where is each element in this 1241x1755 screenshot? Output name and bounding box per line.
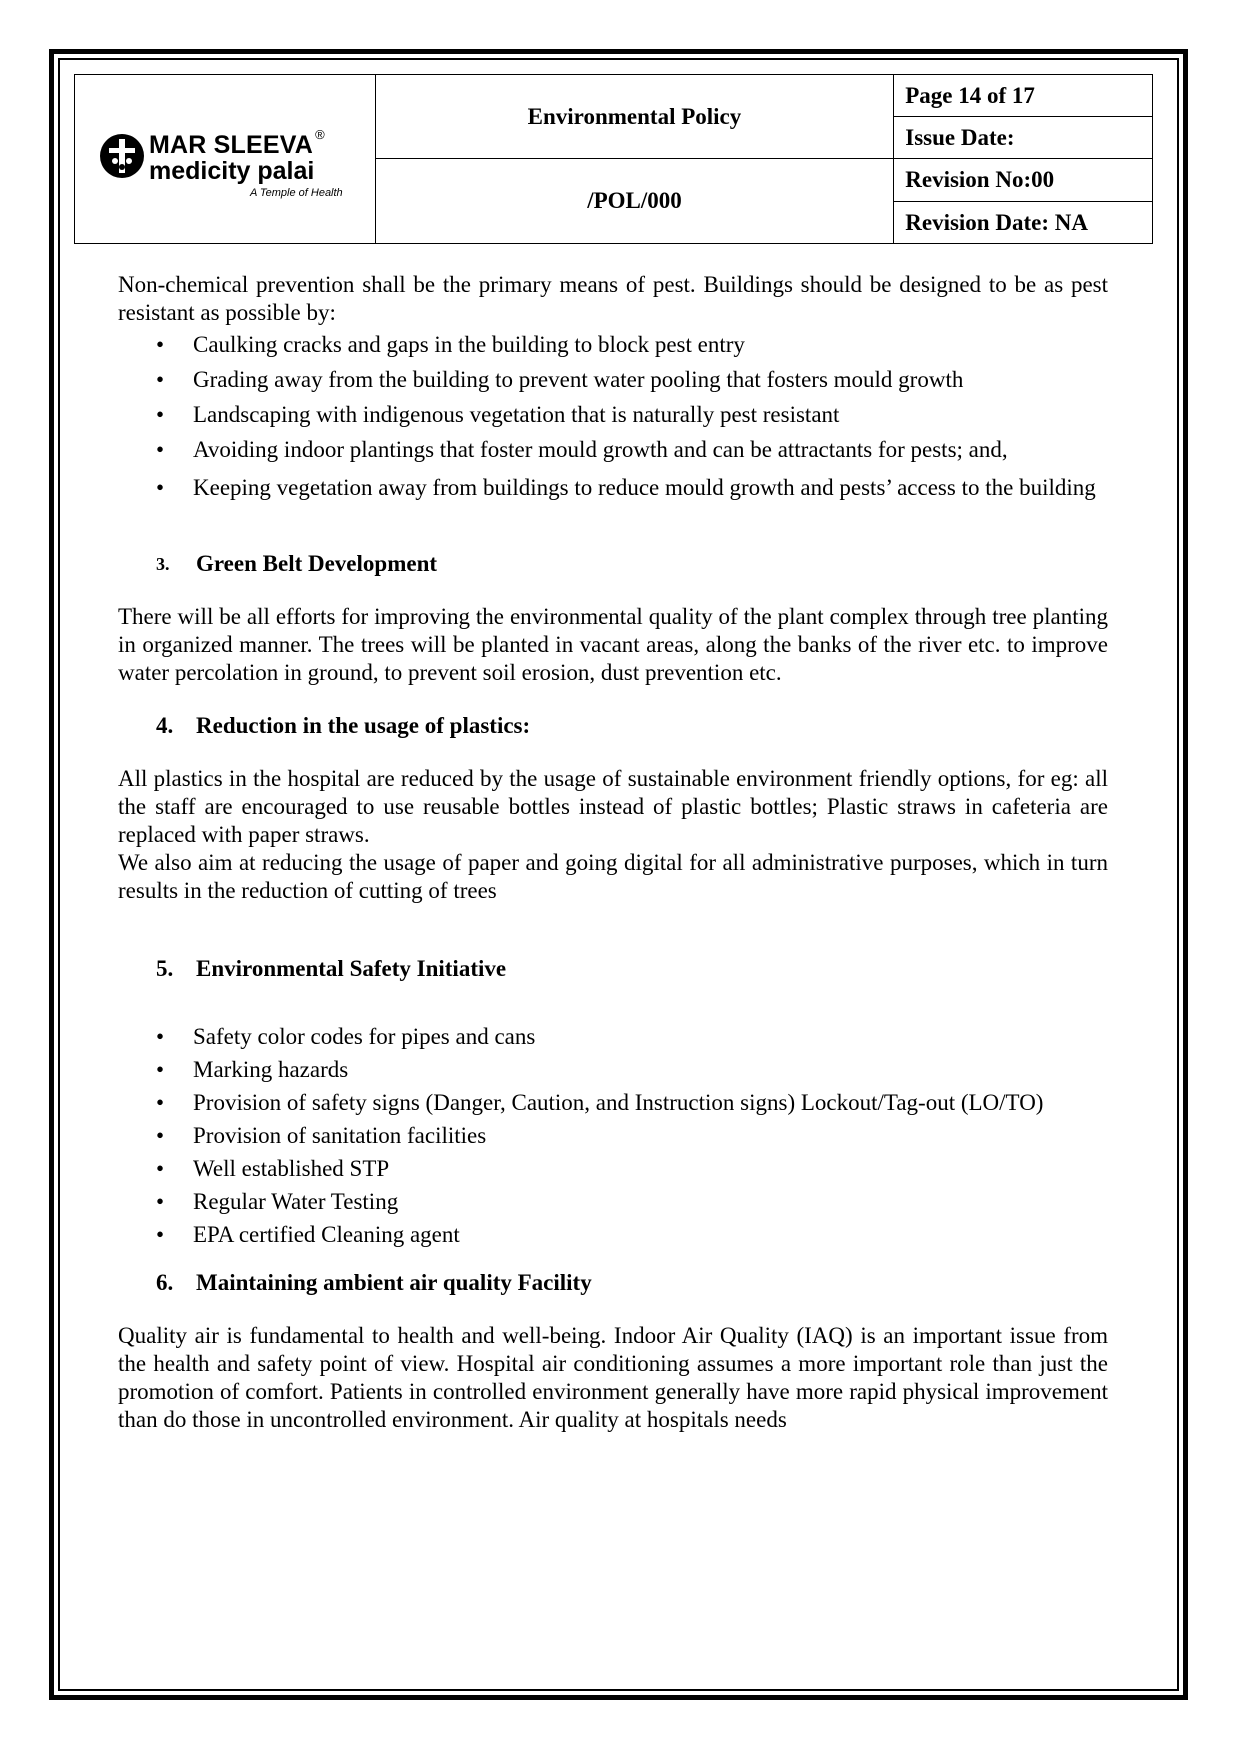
logo-tagline: A Temple of Health <box>249 186 343 199</box>
section-4-paragraph: All plastics in the hospital are reduced by the usage of sustainable environment friendly options, for eg: all the staff are encouraged to use reusable bottles instead of plastic bottles; Plastic straws in cafeteria are replaced with paper straws. <box>118 766 1108 847</box>
list-item: • Marking hazards <box>156 1057 349 1082</box>
list-item: • Regular Water Testing <box>156 1189 399 1214</box>
logo-subtitle: medicity palai <box>149 156 315 185</box>
hospital-logo <box>75 128 375 184</box>
section-3-paragraph: There will be all efforts for improving the environmental quality of the plant complex through tree planting in organized manner. The trees will be planted in vacant areas, along the banks of the river etc. to improve water percolation in ground, to prevent soil erosion, dust prevention etc. <box>118 604 1108 685</box>
issue-date: Issue Date: <box>894 117 1153 159</box>
document-code: /POL/000 <box>375 159 894 244</box>
section-heading-5: 5. Environmental Safety Initiative <box>156 956 507 981</box>
section-heading-3: 3. Green Belt Development <box>156 551 438 576</box>
registered-mark: ® <box>315 126 325 142</box>
pest-prevention-list <box>118 331 1108 504</box>
list-item: • EPA certified Cleaning agent <box>156 1222 460 1247</box>
section-4-paragraph-2: We also aim at reducing the usage of paper and going digital for all administrative purposes, which in turn results in the reduction of cutting of trees <box>118 850 1108 903</box>
list-item: • Caulking cracks and gaps in the building to block pest entry <box>156 332 745 357</box>
intro-paragraph: Non-chemical prevention shall be the primary means of pest. Buildings should be designed to be as pest resistant as possible by: <box>118 272 1108 325</box>
list-item: • Provision of safety signs (Danger, Caution, and Instruction signs) Lockout/Tag-out (LO/TO) <box>156 1090 1044 1115</box>
section-heading-6: 6. Maintaining ambient air quality Facility <box>156 1270 592 1295</box>
logo-cell <box>75 75 376 244</box>
document-header-table <box>74 74 1153 244</box>
page-number: Page 14 of 17 <box>894 75 1153 117</box>
section-6-paragraph: Quality air is fundamental to health and well-being. Indoor Air Quality (IAQ) is an important issue from the health and safety point of view. Hospital air conditioning assumes a more important role than just the promotion of comfort. Patients in controlled environment generally have more rapid physical improvement than do those in uncontrolled environment. Air quality at hospitals needs <box>118 1323 1108 1432</box>
revision-date: Revision Date: NA <box>894 202 1153 244</box>
safety-initiative-list <box>118 1023 1108 1249</box>
list-item: • Keeping vegetation away from buildings to reduce mould growth and pests’ access to the building <box>156 475 1096 500</box>
list-item: • Safety color codes for pipes and cans <box>156 1024 536 1049</box>
list-item: • Provision of sanitation facilities <box>156 1123 487 1148</box>
list-item: • Well established STP <box>156 1156 390 1181</box>
list-item: • Grading away from the building to prevent water pooling that fosters mould growth <box>156 367 964 392</box>
cross-emblem-icon <box>99 133 145 179</box>
section-heading-4: 4. Reduction in the usage of plastics: <box>156 713 531 738</box>
list-item: • Avoiding indoor plantings that foster mould growth and can be attractants for pests; and, <box>156 437 1008 462</box>
list-item: • Landscaping with indigenous vegetation that is naturally pest resistant <box>156 402 840 427</box>
document-title: Environmental Policy <box>375 75 894 159</box>
logo-name: MAR SLEEVA <box>149 130 314 159</box>
revision-number: Revision No:00 <box>894 159 1153 202</box>
document-body <box>118 271 1108 1434</box>
